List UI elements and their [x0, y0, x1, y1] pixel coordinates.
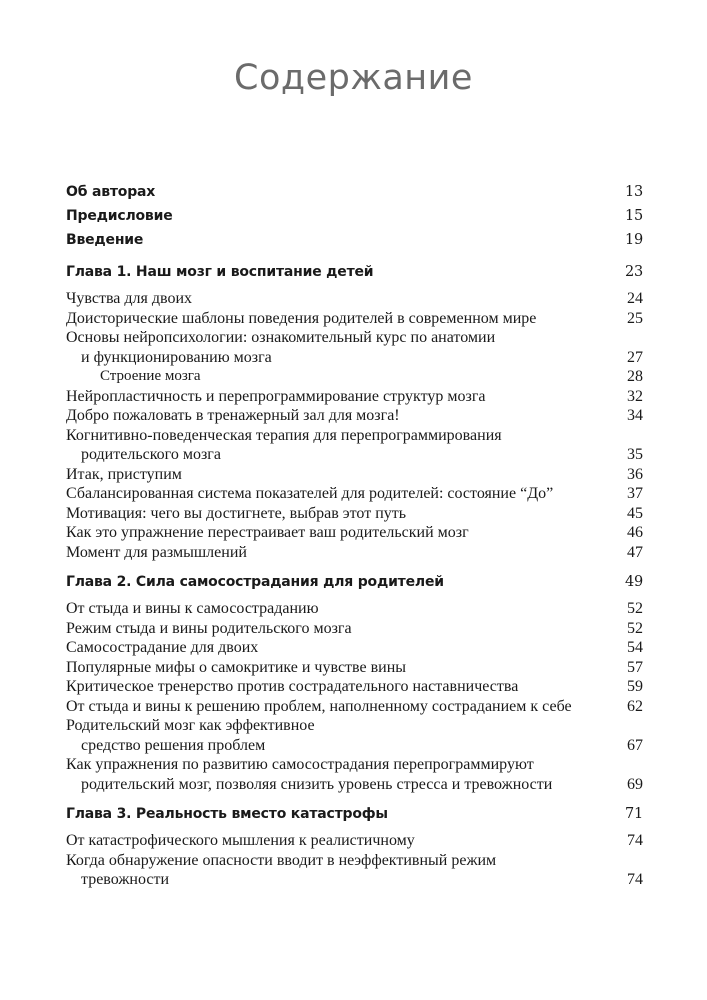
page-number: 69 — [627, 775, 643, 793]
chapter-title: Глава 2. Сила самосострадания для родителей — [66, 574, 444, 590]
section-title: От катастрофического мышления к реалистичному — [66, 832, 415, 849]
toc-section[interactable] — [66, 658, 643, 678]
section-title: От стыда и вины к решению проблем, наполненному состраданием к себе — [66, 697, 572, 715]
toc-section[interactable] — [66, 309, 643, 329]
toc-chapter-3[interactable] — [66, 802, 643, 826]
toc-chapter-1[interactable] — [66, 260, 643, 284]
page-number: 27 — [627, 348, 643, 366]
toc-subsection[interactable] — [66, 367, 643, 387]
section-title: Когда обнаружение опасности вводит в неэффективный режим — [66, 851, 497, 869]
page-number: 19 — [624, 232, 643, 248]
page-title: Содержание — [234, 58, 473, 98]
toc-entry-introduction[interactable] — [66, 228, 643, 252]
toc-section[interactable] — [66, 638, 643, 658]
section-title: Самосострадание для двоих — [66, 639, 259, 656]
section-title: Чувства для двоих — [66, 290, 193, 307]
subsection-title: Строение мозга — [100, 368, 201, 384]
page-number: 62 — [627, 697, 643, 715]
toc-section[interactable] — [66, 504, 643, 524]
toc-section[interactable] — [66, 543, 643, 563]
toc-section[interactable] — [66, 328, 643, 367]
toc-section[interactable] — [66, 755, 643, 794]
page-number: 59 — [627, 678, 643, 695]
toc-section[interactable] — [66, 523, 643, 543]
toc-chapter-2[interactable] — [66, 570, 643, 594]
section-title: Момент для размышлений — [66, 543, 247, 561]
page-number: 32 — [627, 387, 643, 405]
page-number: 13 — [624, 184, 643, 200]
page-number: 71 — [624, 806, 643, 822]
page-number: 35 — [627, 446, 643, 463]
toc-section[interactable] — [66, 484, 643, 504]
toc-section[interactable] — [66, 851, 643, 890]
toc-entry-preface[interactable] — [66, 204, 643, 228]
section-title: От стыда и вины к самосостраданию — [66, 600, 319, 617]
entry-title: Об авторах — [66, 184, 156, 200]
section-title: Сбалансированная система показателей для родителей: состояние “До” — [66, 485, 554, 502]
section-title: Доисторические шаблоны поведения родителей в современном мире — [66, 309, 537, 327]
section-title: Добро пожаловать в тренажерный зал для мозга! — [66, 407, 400, 424]
page-number: 45 — [627, 504, 643, 522]
section-title: Нейропластичность и перепрограммирование структур мозга — [66, 387, 486, 405]
toc-section[interactable] — [66, 697, 643, 717]
page-number: 46 — [627, 524, 643, 541]
section-title: Как это упражнение перестраивает ваш родительский мозг — [66, 524, 469, 541]
page-number: 36 — [627, 465, 643, 483]
section-title: Когнитивно-поведенческая терапия для перепрограммирования — [66, 426, 502, 444]
toc-section[interactable] — [66, 465, 643, 485]
table-of-contents — [66, 180, 643, 890]
page-number: 52 — [627, 600, 643, 617]
section-title-continuation: родительский мозг, позволяя снизить уровень стресса и тревожности — [81, 775, 553, 793]
toc-section[interactable] — [66, 831, 643, 851]
page-number: 47 — [627, 543, 643, 561]
section-title: Критическое тренерство против сострадательного наставничества — [66, 678, 519, 695]
section-title-continuation: средство решения проблем — [81, 736, 266, 754]
page-number: 23 — [624, 264, 643, 280]
page-number: 37 — [627, 485, 643, 502]
toc-section[interactable] — [66, 289, 643, 309]
section-title: Итак, приступим — [66, 465, 182, 483]
page-number: 67 — [627, 736, 643, 754]
section-title-continuation: родительского мозга — [81, 446, 221, 463]
page-number: 49 — [624, 574, 643, 590]
page-number: 74 — [627, 832, 643, 849]
page-number: 28 — [627, 368, 643, 385]
section-title-continuation: тревожности — [81, 871, 170, 888]
page-number: 54 — [627, 639, 643, 656]
section-title: Родительский мозг как эффективное — [66, 717, 315, 734]
page-number: 74 — [627, 871, 643, 888]
page-number: 25 — [627, 309, 643, 327]
toc-section[interactable] — [66, 716, 643, 755]
toc-section[interactable] — [66, 599, 643, 619]
section-title: Мотивация: чего вы достигнете, выбрав этот путь — [66, 504, 407, 522]
section-title: Как упражнения по развитию самосострадания перепрограммируют — [66, 756, 534, 773]
page-number: 52 — [627, 619, 643, 637]
entry-title: Введение — [66, 232, 144, 248]
toc-entry-about-authors[interactable] — [66, 180, 643, 204]
toc-section[interactable] — [66, 387, 643, 407]
toc-section[interactable] — [66, 406, 643, 426]
chapter-title: Глава 3. Реальность вместо катастрофы — [66, 806, 388, 822]
section-title: Режим стыда и вины родительского мозга — [66, 619, 352, 637]
page-number: 24 — [627, 290, 643, 307]
page-number: 15 — [624, 208, 643, 224]
chapter-title: Глава 1. Наш мозг и воспитание детей — [66, 264, 374, 280]
section-title: Основы нейропсихологии: ознакомительный курс по анатомии — [66, 329, 496, 346]
section-title: Популярные мифы о самокритике и чувстве вины — [66, 658, 407, 676]
toc-section[interactable] — [66, 677, 643, 697]
page-number: 34 — [627, 407, 643, 424]
toc-section[interactable] — [66, 426, 643, 465]
section-title-continuation: и функционированию мозга — [81, 348, 272, 366]
page-number: 57 — [627, 658, 643, 676]
toc-section[interactable] — [66, 619, 643, 639]
entry-title: Предисловие — [66, 208, 173, 224]
